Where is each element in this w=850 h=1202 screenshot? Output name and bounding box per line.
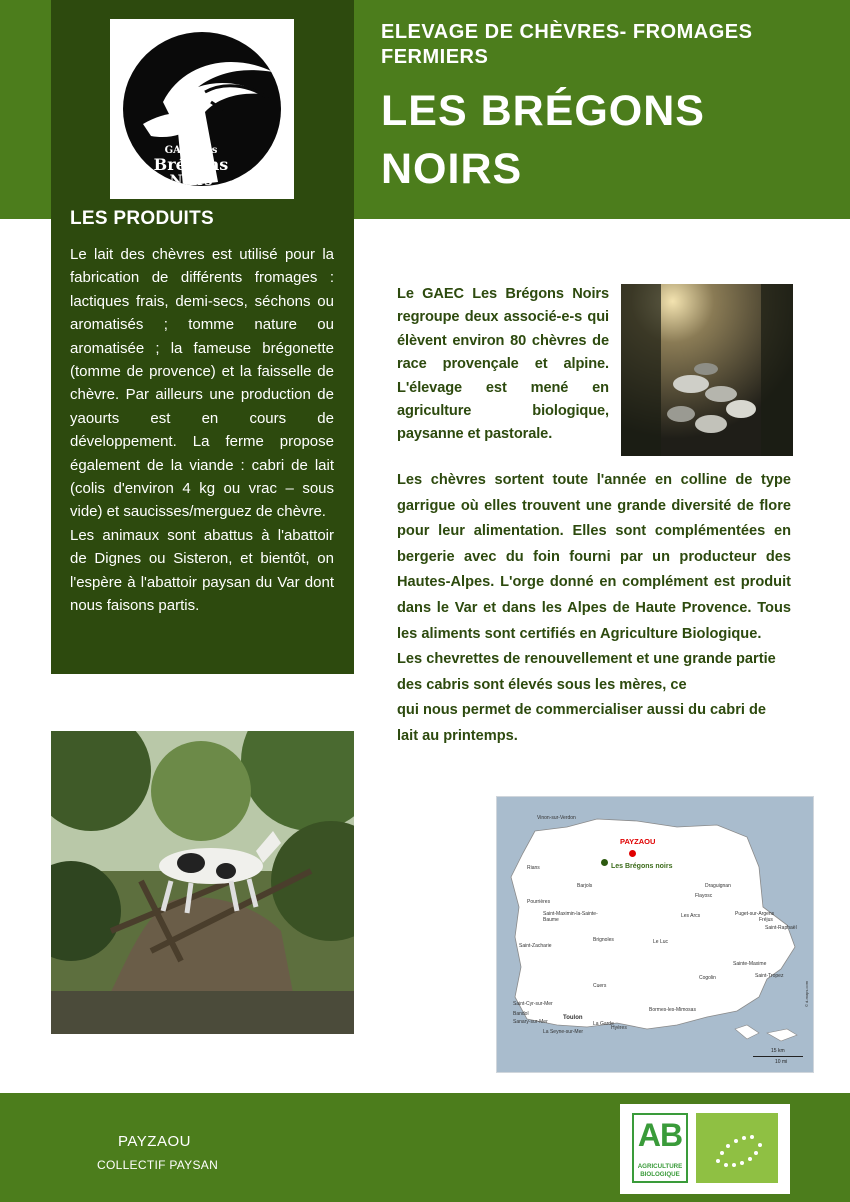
farm-marker (601, 859, 608, 866)
scale-km-label: 15 km (771, 1048, 785, 1054)
map-town: Cogolin (699, 975, 716, 981)
page-title: LES BRÉGONS NOIRS (381, 87, 705, 193)
map-town: Bandol (513, 1011, 529, 1017)
products-paragraph: Les animaux sont abattus à l'abattoir de Dignes ou Sisteron, et bientôt, on l'espère à l'abattoir paysan du Var dont nous faisons partis. (70, 526, 334, 615)
scale-mi-label: 10 mi (775, 1059, 788, 1065)
map-town: Draguignan (705, 883, 731, 889)
products-paragraph: Le lait des chèvres est utilisé pour la fabrication de différents fromages : lactiques frais, demi-secs, séchons ou aromatisés ; tomme nature ou aromatisée ; la fameuse brégonette (tomme de provence) et la faisselle de chèvre. Par ailleurs une production de yaourts est en cours de développement. La ferme propose également de la viande : cabri de lait (colis d'environ 4 kg ou vrac – sous vide) et saucisses/merguez de chèvre. (70, 246, 334, 521)
map-town: La Seyne-sur-Mer (543, 1029, 584, 1035)
ab-logo-caption: AGRICULTURE BIOLOGIQUE (637, 1163, 683, 1178)
scale-line (753, 1056, 803, 1057)
map-town: Sanary-sur-Mer (513, 1019, 548, 1025)
body-paragraph: qui nous permet de commercialiser aussi du cabri de lait au printemps. (397, 702, 767, 744)
map-town: Sainte-Maxime (733, 961, 767, 967)
logo-wordmark: GAEC les Brégons Noirs (153, 145, 229, 186)
products-heading: LES PRODUITS (70, 208, 215, 229)
ab-logo (632, 1113, 688, 1183)
body-text (397, 468, 791, 750)
header-kicker: ELEVAGE DE CHÈVRES- FROMAGES FERMIERS (381, 21, 753, 68)
map-town: Pourrières (527, 899, 551, 905)
map-town: Bormes-les-Mimosas (649, 1007, 696, 1013)
map-town: La Garde (593, 1021, 614, 1027)
goat-in-tree-photo (51, 731, 354, 1034)
body-paragraph: Les chèvres sortent toute l'année en colline de type garrigue où elles trouvent une grande diversité de flore pour leur alimentation. Elles sont complémentées en bergerie avec du foin fourni par un producteur des Hautes-Alpes. L'orge donné en complément est produit dans le Var et dans les Alpes de Haute Provence. Tous les aliments sont certifiés en Agriculture Biologique. (397, 472, 791, 642)
map-town: Saint-Zacharie (519, 943, 552, 949)
map-town: Saint-Tropez (755, 973, 784, 979)
footer-name: PAYZAOU (118, 1133, 191, 1150)
map-town: Rians (527, 865, 540, 871)
map-town: Hyères (611, 1025, 627, 1031)
paysaou-label: PAYZAOU (620, 837, 656, 846)
goat-head-icon (123, 32, 281, 186)
footer-subtitle: COLLECTIF PAYSAN (97, 1158, 219, 1172)
herd-photo (621, 284, 793, 456)
map-town: Les Arcs (681, 913, 701, 919)
ab-logo-letters: AB (637, 1117, 683, 1153)
farm-label: Les Brégons noirs (611, 863, 673, 870)
map-town: Flayosc (695, 893, 713, 899)
map-town: Barjols (577, 883, 593, 889)
map-town: Toulon (563, 1015, 583, 1021)
map-town: Saint-Cyr-sur-Mer (513, 1001, 553, 1007)
map-town: Saint-Raphaël (765, 925, 797, 931)
intro-paragraph: Le GAEC Les Brégons Noirs regroupe deux associé-e-s qui élèvent environ 80 chèvres de race provençale et alpine. L'élevage est mené en agriculture biologique, paysanne et pastorale. (397, 286, 609, 443)
products-text (70, 243, 334, 618)
map-town: Vinon-sur-Verdon (537, 815, 576, 821)
var-map (496, 796, 814, 1073)
map-town: Cuers (593, 983, 607, 989)
eu-organic-leaf-icon (696, 1113, 778, 1183)
paysaou-marker (629, 850, 636, 857)
organic-labels (620, 1104, 790, 1194)
map-town: Le Luc (653, 939, 669, 945)
map-town: Fréjus (759, 917, 773, 923)
body-paragraph: Les chevrettes de renouvellement et une grande partie des cabris sont élevés sous les mères, ce (397, 651, 776, 693)
map-town: Saint-Maximin-la-Sainte-Baume (543, 911, 598, 923)
map-scale (751, 1046, 806, 1067)
map-town: Brignoles (593, 937, 614, 943)
logo (110, 19, 294, 199)
map-town: Puget-sur-Argens (735, 911, 775, 917)
map-credit: © d-maps.com (804, 980, 809, 1007)
